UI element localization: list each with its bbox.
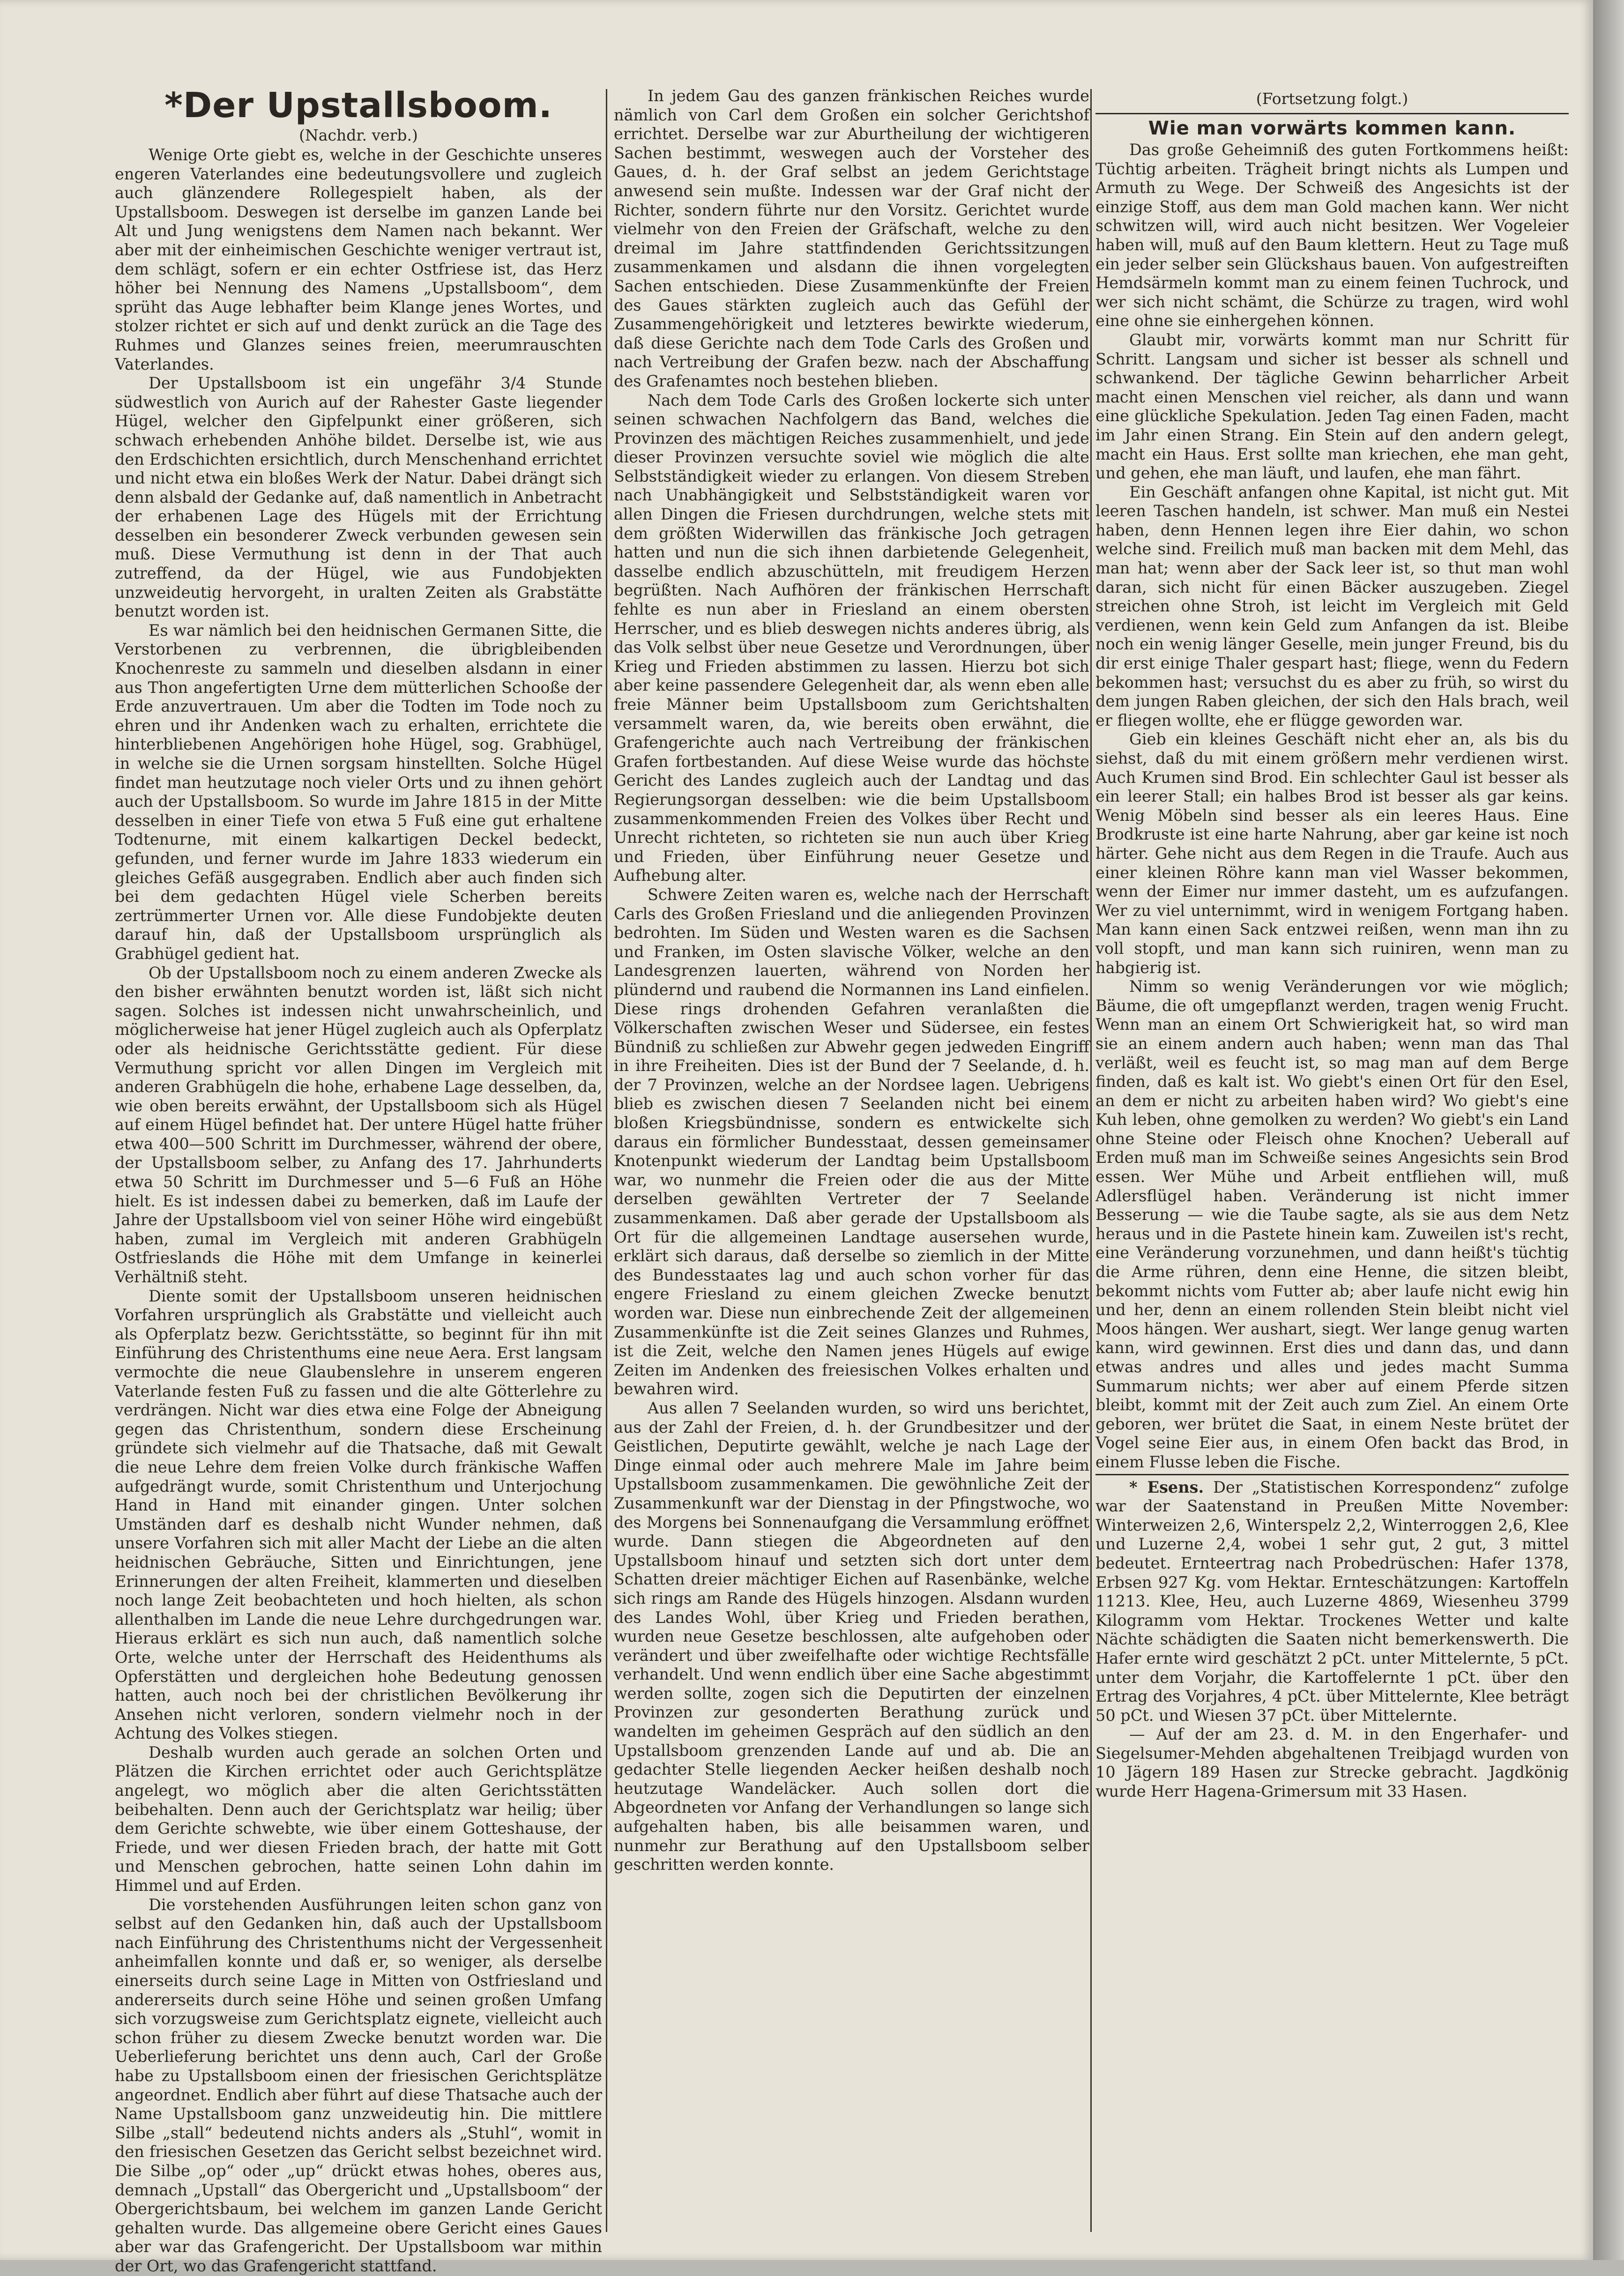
article-column-2 (614, 87, 1089, 2232)
continuation-note: (Fortsetzung folgt.) (1256, 89, 1408, 108)
paragraph: — Auf der am 23. d. M. in den Engerhafer- und Siegelsumer-Mehden abgehaltenen Treibjagd wurden von 10 Jägern 189 Hasen zur Strecke gebracht. Jagdkönig wurde Herr Hagena-Grimersum mit 33 Hasen. (1095, 1725, 1569, 1801)
column-divider (606, 89, 607, 2232)
paragraph: In jedem Gau des ganzen fränkischen Reiches wurde nämlich von Carl dem Großen ein solcher Gerichtshof errichtet. Derselbe war zur Aburtheilung der wichtigeren Sachen bestimmt, weswegen auch der Vorsteher des Gaues, d. h. der Graf selbst an jedem Gerichtstage anwesend sein mußte. Indessen war der Graf nicht der Richter, sondern führte nur den Vorsitz. Gerichtet wurde vielmehr von den Freien der Gräfschaft, welche zu den dreimal im Jahre stattfindenden Gerichtssitzungen zusammenkamen und alsdann die ihnen vorgelegten Sachen entschieden. Diese Zusammenkünfte der Freien des Gaues stärkten zugleich auch das Gefühl der Zusammengehörigkeit und letzteres bewirkte wiederum, daß diese Gerichte nach dem Tode Carls des Großen und nach Vertreibung der Grafen bezw. nach der Abschaffung des Grafenamtes noch bestehen blieben. (614, 87, 1089, 390)
section-rule (1095, 113, 1569, 114)
paragraph: Nach dem Tode Carls des Großen lockerte sich unter seinen schwachen Nachfolgern das Band, welches die Provinzen des mächtigen Reiches zusammenhielt, und jede dieser Provinzen versuchte soviel wie möglich die alte Selbstständigkeit wieder zu erlangen. Von diesem Streben nach Unabhängigkeit und Selbstständigkeit waren vor allen Dingen die Friesen durchdrungen, welche stets mit dem größten Widerwillen das fränkische Joch getragen hatten und nun die sich ihnen darbietende Gelegenheit, dasselbe endlich abzuschütteln, mit freudigem Herzen begrüßten. Nach Aufhören der fränkischen Herrschaft fehlte es nun aber in Friesland an einem obersten Herrscher, und es blieb deswegen nichts anderes übrig, als das Volk selbst über neue Gesetze und Verordnungen, über Krieg und Frieden abstimmen zu lassen. Hierzu bot sich aber keine passendere Gelegenheit dar, als wenn eben alle freie Männer beim Upstallsboom zum Gerichtshalten versammelt waren, da, wie bereits oben erwähnt, die Grafengerichte auch nach Vertreibung der fränkischen Grafen fortbestanden. Auf diese Weise wurde das höchste Gericht des Landes zugleich auch der Landtag und das Regierungsorgan desselben: wie die beim Upstallsboom zusammenkommenden Freien des Volkes über Recht und Unrecht richteten, so richteten sie nun auch über Krieg und Frieden, über Einführung neuer Gesetze und Aufhebung alter. (614, 391, 1089, 885)
column-divider (1090, 89, 1092, 2232)
paragraph: Deshalb wurden auch gerade an solchen Orten und Plätzen die Kirchen errichtet oder auch Gerichtsplätze angelegt, wo möglich aber die alten Gerichtsstätten beibehalten. Denn auch der Gerichtsplatz war heilig; über dem Gerichte schwebte, wie über einem Gotteshause, der Friede, und wer diesen Frieden brach, der hatte mit Gott und Menschen gebrochen, hatte seinen Lohn dahin im Himmel und auf Erden. (115, 1743, 602, 1895)
article-column-1 (115, 85, 602, 2275)
paragraph: Gieb ein kleines Geschäft nicht eher an, als bis du siehst, daß du mit einem größern mehr verdienen wirst. Auch Krumen sind Brod. Ein schlechter Gaul ist besser als ein leerer Stall; ein halbes Brod ist besser als gar keins. Wenig Möbeln sind besser als ein leeres Haus. Eine Brodkruste ist eine harte Nahrung, aber gar keine ist noch härter. Gehe nicht aus dem Regen in die Traufe. Auch aus einer kleinen Röhre kann man viel Wasser bekommen, wenn der Eimer nur immer dasteht, um es aufzufangen. Wer zu viel unternimmt, wird in wenigem Fortgang haben. Man kann einen Sack entzwei reißen, wenn man ihn zu voll stopft, und man kann sich ruiniren, wenn man zu habgierig ist. (1095, 730, 1569, 977)
reprint-note: (Nachdr. verb.) (299, 126, 418, 144)
section-heading: Wie man vorwärts kommen kann. (1148, 118, 1516, 139)
paragraph: Ein Geschäft anfangen ohne Kapital, ist nicht gut. Mit leeren Taschen handeln, ist schwer. Man muß ein Nestei haben, denn Hennen legen ihre Eier dahin, wo schon welche sind. Freilich muß man backen mit dem Mehl, das man hat; wenn aber der Sack leer ist, so thut man wohl daran, sich nicht für einen Bäcker auszugeben. Ziegel streichen ohne Stroh, ist leicht im Vergleich mit Geld verdienen, wenn kein Geld zum Anfangen da ist. Bleibe noch ein wenig länger Geselle, mein junger Freund, bis du dir erst einige Thaler gespart hast; fliege, wenn du Federn bekommen hast; versuchst du es aber zu früh, so wirst du dem jungen Raben gleichen, der sich den Hals brach, weil er fliegen wollte, ehe er flügge geworden war. (1095, 483, 1569, 729)
article-column-3 (1095, 87, 1569, 2232)
paragraph: Nimm so wenig Veränderungen vor wie möglich; Bäume, die oft umgepflanzt werden, tragen wenig Frucht. Wenn man an einem Ort Schwierigkeit hat, so wird man sie an einem andern auch haben; wenn man das Thal verläßt, weil es feucht ist, so mag man auf dem Berge finden, daß es kalt ist. Wo giebt's einen Ort für den Esel, an dem er nicht zu arbeiten haben wird? Wo giebt's eine Kuh leben, ohne gemolken zu werden? Wo giebt's ein Land ohne Steine oder Fleisch ohne Knochen? Ueberall auf Erden muß man im Schweiße seines Angesichts sein Brod essen. Wer Mühe und Arbeit entfliehen will, muß Adlersflügel haben. Veränderung ist nicht immer Besserung — wie die Taube sagte, als sie aus dem Netz heraus und in die Pastete hinein kam. Zuweilen ist's recht, eine Veränderung vorzunehmen, und dann heißt's tüchtig die Arme rühren, denn eine Henne, die sitzen bleibt, bekommt nichts vom Futter ab; aber laufe nicht ewig hin und her, denn an einem rollenden Stein bleibt nicht viel Moos hängen. Wer aushart, siegt. Wer lange genug warten kann, wird gewinnen. Erst dies und dann das, und dann etwas andres und alles und jedes macht Summa Summarum nichts; wer aber auf einem Pferde sitzen bleibt, kommt mit der Zeit auch zum Ziel. An einem Orte geboren, wer brütet die Saat, in einem Neste brütet der Vogel seine Eier aus, in einem Ofen backt das Brod, in einem Flusse leben die Fische. (1095, 977, 1569, 1471)
paragraph: Diente somit der Upstallsboom unseren heidnischen Vorfahren ursprünglich als Grabstätte und vielleicht auch als Opferplatz bezw. Gerichtsstätte, so beginnt für ihn mit Einführung des Christenthums eine neue Aera. Erst langsam vermochte die neue Glaubenslehre in unserem engeren Vaterlande festen Fuß zu fassen und die alte Götterlehre zu verdrängen. Nicht war dies etwa eine Folge der Abneigung gegen das Christenthum, sondern diese Erscheinung gründete sich vielmehr auf die Thatsache, daß mit Gewalt die neue Lehre dem freien Volke durch fränkische Waffen aufgedrängt wurde, somit Christenthum und Unterjochung Hand in Hand mit einander gingen. Unter solchen Umständen darf es deshalb nicht Wunder nehmen, daß unsere Vorfahren sich mit aller Macht der Liebe an die alten heidnischen Gebräuche, Sitten und Einrichtungen, jene Erinnerungen der alten Freiheit, klammerten und dieselben noch lange Zeit beobachteten und hoch hielten, als schon allenthalben im Lande die neue Lehre durchgedrungen war. Hieraus erklärt es sich nun auch, daß namentlich solche Orte, welche unter der Herrschaft des Heidenthums als Opferstätten und dergleichen hohe Bedeutung genossen hatten, auch noch bei der christlichen Bevölkerung ihr Ansehen nicht verloren, sondern vielmehr noch in der Achtung des Volkes stiegen. (115, 1287, 602, 1743)
paragraph: Es war nämlich bei den heidnischen Germanen Sitte, die Verstorbenen zu verbrennen, die übrigbleibenden Knochenreste zu sammeln und dieselben alsdann in einer aus Thon angefertigten Urne dem mütterlichen Schooße der Erde anzuvertrauen. Um aber die Todten im Tode noch zu ehren und ihr Andenken wach zu erhalten, errichtete die hinterbliebenen Angehörigen hohe Hügel, sog. Grabhügel, in welche sie die Urnen sorgsam hinstellten. Solche Hügel findet man heutzutage noch vieler Orts und zu ihnen gehört auch der Upstallsboom. So wurde im Jahre 1815 in der Mitte desselben in einer Tiefe von etwa 5 Fuß eine gut erhaltene Todtenurne, mit einem kalkartigen Deckel bedeckt, gefunden, und ferner wurde im Jahre 1833 wiederum ein gleiches Gefäß ausgegraben. Endlich aber auch finden sich bei dem gedachten Hügel viele Scherben bereits zertrümmerter Urnen vor. Alle diese Fundobjekte deuten darauf hin, daß der Upstallsboom ursprünglich als Grabhügel gedient hat. (115, 621, 602, 963)
paragraph: Das große Geheimniß des guten Fortkommens heißt: Tüchtig arbeiten. Trägheit bringt nichts als Lumpen und Armuth zu Wege. Der Schweiß des Angesichts ist der einzige Stoff, aus dem man Gold machen kann. Wer nicht schwitzen will, wird auch nicht besitzen. Wer Vogeleier haben will, muß auf den Baum klettern. Heut zu Tage muß ein jeder selber sein Glückshaus bauen. Von aufgestreiften Hemdsärmeln kommt man zu einem feinen Tuchrock, und wer sich nicht schämt, die Schürze zu tragen, wird wohl eine ohne sie einhergehen können. (1095, 141, 1569, 330)
news-dateline: * Esens. (1129, 1478, 1204, 1496)
paragraph: Wenige Orte giebt es, welche in der Geschichte unseres engeren Vaterlandes eine bedeutungsvollere und zugleich auch glänzendere Rollegespielt haben, als der Upstallsboom. Deswegen ist derselbe im ganzen Lande bei Alt und Jung wenigstens dem Namen nach bekannt. Wer aber mit der einheimischen Geschichte weniger vertraut ist, dem schlägt, sofern er ein echter Ostfriese ist, das Herz höher bei Nennung des Namens „Upstallsboom“, dem sprüht das Auge lebhafter beim Klange jenes Wortes, und stolzer richtet er sich auf und denkt zurück an die Tage des Ruhmes und Glanzes seines freien, meerumrauschten Vaterlandes. (115, 146, 602, 373)
paragraph: Der Upstallsboom ist ein ungefähr 3/4 Stunde südwestlich von Aurich auf der Rahester Gaste liegender Hügel, welcher den Gipfelpunkt einer größeren, sich schwach erhebenden Anhöhe bildet. Derselbe ist, wie aus den Erdschichten ersichtlich, durch Menschenhand errichtet und nicht etwa ein bloßes Werk der Natur. Dabei drängt sich denn alsbald der Gedanke auf, daß namentlich in Anbetracht der erhabenen Lage des Hügels mit der Errichtung desselben ein besonderer Zweck verbunden gewesen sein muß. Diese Vermuthung ist denn in der That auch zutreffend, da der Hügel, wie aus Fundobjekten unzweideutig hervorgeht, in uralten Zeiten als Grabstätte benutzt worden ist. (115, 374, 602, 621)
paragraph: Ob der Upstallsboom noch zu einem anderen Zwecke als den bisher erwähnten benutzt worden ist, läßt sich nicht sagen. Solches ist indessen nicht unwahrscheinlich, und möglicherweise hat jener Hügel zugleich auch als Opferplatz oder als heidnische Gerichtsstätte gedient. Für diese Vermuthung spricht vor allen Dingen im Vergleich mit anderen Grabhügeln die hohe, erhabene Lage desselben, da, wie oben bereits erwähnt, der Upstallsboom sich als Hügel auf einem Hügel befindet hat. Der untere Hügel hatte früher etwa 400—500 Schritt im Durchmesser, während der obere, der Upstallsboom selber, zu Anfang des 17. Jahrhunderts etwa 50 Schritt im Durchmesser und 5—6 Fuß an Höhe hielt. Es ist indessen dabei zu bemerken, daß im Laufe der Jahre der Upstallsboom viel von seiner Höhe wird eingebüßt haben, zumal im Vergleich mit anderen Grabhügeln Ostfrieslands die Höhe mit dem Umfange in keinerlei Verhältniß steht. (115, 963, 602, 1287)
paragraph: Schwere Zeiten waren es, welche nach der Herrschaft Carls des Großen Friesland und die anliegenden Provinzen bedrohten. Im Süden und Westen waren es die Sachsen und Franken, im Osten slavische Völker, welche an den Landesgrenzen lauerten, während von Norden her plündernd und raubend die Normannen ins Land einfielen. Diese rings drohenden Gefahren veranlaßten die Völkerschaften zwischen Weser und Südersee, ein festes Bündniß zu schließen zur Abwehr gegen jedweden Eingriff in ihre Freiheiten. Dies ist der Bund der 7 Seelande, d. h. der 7 Provinzen, welche an der Nordsee lagen. Uebrigens blieb es zwischen diesen 7 Seelanden nicht bei einem bloßen Kriegsbündnisse, sondern es entwickelte sich daraus ein förmlicher Bundesstaat, dessen gemeinsamer Knotenpunkt wiederum der Landtag beim Upstallsboom war, wo nunmehr die Freien oder die aus der Mitte derselben gewählten Vertreter der 7 Seelande zusammenkamen. Daß aber gerade der Upstallsboom als Ort für die allgemeinen Landtage ausersehen wurde, erklärt sich daraus, daß derselbe so ziemlich in der Mitte des Bundesstaates lag und auch schon vorher für das engere Friesland zu einem gleichen Zwecke benutzt worden war. Diese nun einbrechende Zeit der allgemeinen Zusammenkünfte ist die Zeit seines Glanzes und Ruhmes, ist die Zeit, welche den Namen jenes Hügels auf ewige Zeiten im Andenken des freiesischen Volkes erhalten und bewahren wird. (614, 885, 1089, 1398)
page-edge (1593, 0, 1624, 2260)
section-rule (1095, 1474, 1569, 1475)
paragraph: Aus allen 7 Seelanden wurden, so wird uns berichtet, aus der Zahl der Freien, d. h. der Grundbesitzer und der Geistlichen, Deputirte gewählt, welche je nach Lage der Dinge einmal oder auch mehrere Male im Jahre beim Upstallsboom zusammenkamen. Die gewöhnliche Zeit der Zusammenkunft war der Dienstag in der Pfingstwoche, wo des Morgens bei Sonnenaufgang die Versammlung eröffnet wurde. Dann stiegen die Abgeordneten auf den Upstallsboom hinauf und setzten sich dort unter dem Schatten dreier mächtiger Eichen auf Rasenbänke, welche sich rings am Rande des Hügels hinzogen. Alsdann wurden des Landes Wohl, über Krieg und Frieden berathen, wurden neue Gesetze beschlossen, alte aufgehoben oder verändert und über zweifelhafte oder wichtige Rechtsfälle verhandelt. Und wenn endlich über eine Sache abgestimmt werden sollte, zogen sich die Deputirten der einzelnen Provinzen zur gesonderten Berathung zurück und wandelten im geheimen Gespräch auf den südlich an den Upstallsboom grenzenden Lande auf und ab. Die an gedachter Stelle liegenden Aecker heißen deshalb noch heutzutage Wandeläcker. Auch sollen dort die Abgeordneten vor Anfang der Verhandlungen so lange sich aufgehalten haben, bis alle beisammen waren, und nunmehr zur Berathung auf den Upstallsboom selber geschritten werden konnte. (614, 1398, 1089, 1874)
paragraph: Die vorstehenden Ausführungen leiten schon ganz von selbst auf den Gedanken hin, daß auch der Upstallsboom nach Einführung des Christenthums nicht der Vergessenheit anheimfallen konnte und daß er, so weniger, als derselbe einerseits durch seine Lage in Mitten von Ostfriesland und andererseits durch seine Höhe und seinen großen Umfang sich vorzugsweise zum Gerichtsplatz eignete, vielleicht auch schon früher zu diesem Zwecke benutzt worden war. Die Ueberlieferung berichtet uns denn auch, Carl der Große habe zu Upstallsboom einen der friesischen Gerichtsplätze angeordnet. Endlich aber führt auf diese Thatsache auch der Name Upstallsboom ganz unzweideutig hin. Die mittlere Silbe „stall“ bedeutend nichts anders als „Stuhl“, womit in den friesischen Gesetzen das Gericht selbst bezeichnet wird. Die Silbe „op“ oder „up“ drückt etwas hohes, oberes aus, demnach „Upstall“ das Obergericht und „Upstallsboom“ der Obergerichtsbaum, bei welchem im ganzen Lande Gericht gehalten wurde. Das allgemeine obere Gericht eines Gaues aber war das Grafengericht. Der Upstallsboom war mithin der Ort, wo das Grafengericht stattfand. (115, 1895, 602, 2275)
article-title: *Der Upstallsboom. (164, 85, 552, 126)
news-text: Der „Statistischen Korrespondenz“ zufolge war der Saatenstand in Preußen Mitte November: Winterweizen 2,6, Winterspelz 2,2, Winterroggen 2,6, Klee und Luzerne 2,4, wobei 1 sehr gut, 2 gut, 3 mittel bedeutet. Ernteertrag nach Probedrüschen: Hafer 1378, Erbsen 927 Kg. vom Hektar. Ernteschätzungen: Kartoffeln 11213. Klee, Heu, auch Luzerne 4869, Wiesenheu 3799 Kilogramm vom Hektar. Trockenes Wetter und kalte Nächte schädigten die Saaten nicht bemerkenswerth. Die Hafer ernte wird geschätzt 2 pCt. unter Mittelernte, 5 pCt. unter dem Vorjahr, die Kartoffelernte 1 pCt. über den Ertrag des Vorjahres, 4 pCt. über Mittelernte, Klee beträgt 50 pCt. und Wiesen 37 pCt. über Mittelernte. (1095, 1478, 1569, 1725)
paragraph: Glaubt mir, vorwärts kommt man nur Schritt für Schritt. Langsam und sicher ist besser als schnell und schwankend. Der tägliche Gewinn beharrlicher Arbeit macht einen Menschen viel reicher, als dann und wann eine glückliche Spekulation. Jeden Tag einen Faden, macht im Jahr einen Strang. Ein Stein auf den andern gelegt, macht ein Haus. Erst sollte man kriechen, ehe man geht, und gehen, ehe man läuft, und laufen, ehe man fährt. (1095, 330, 1569, 483)
news-item (1095, 1478, 1569, 1726)
